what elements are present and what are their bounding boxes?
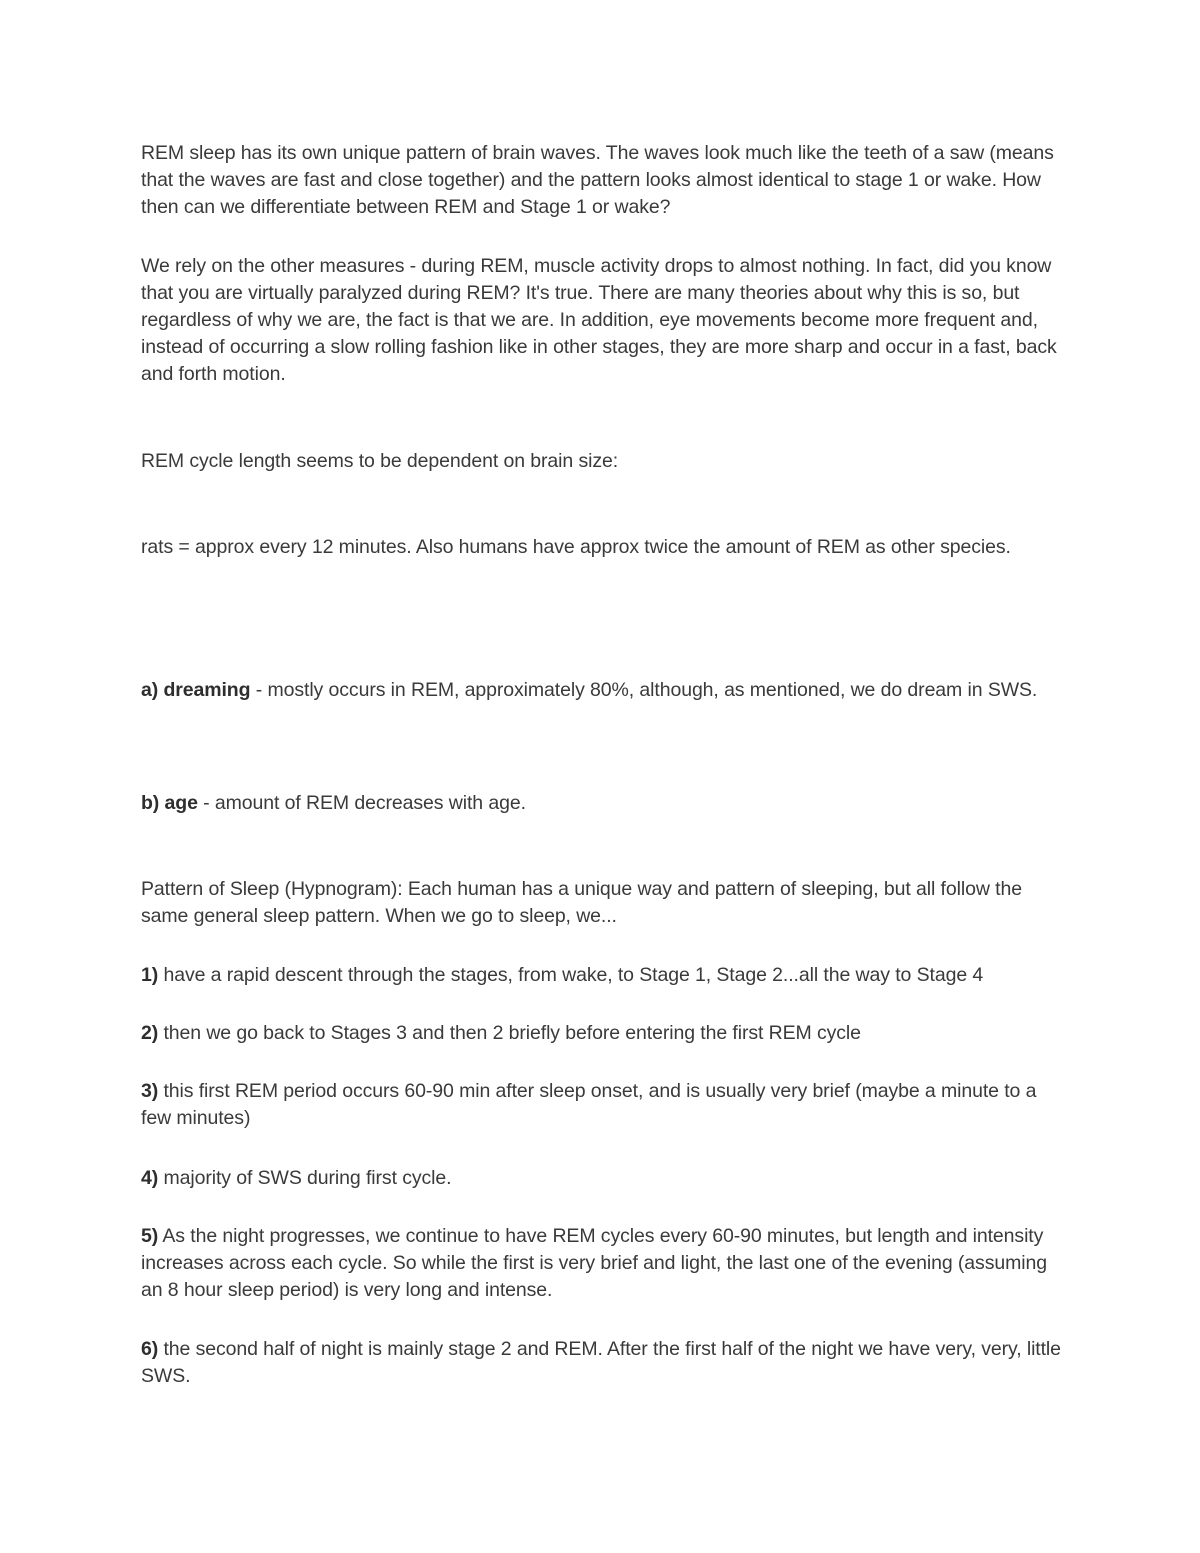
paragraph-text: REM sleep has its own unique pattern of brain waves. The waves look much like the teeth of a saw (means that the waves are fast and close together) and the pattern looks almost identical to stage 1 or wake. How then can we differentiate between REM and Stage 1 or wake? <box>141 142 1054 218</box>
item-text: - mostly occurs in REM, approximately 80%, although, as mentioned, we do dream in SWS. <box>250 679 1038 701</box>
item-dreaming <box>141 677 1071 704</box>
item-text: then we go back to Stages 3 and then 2 briefly before entering the first REM cycle <box>158 1022 861 1044</box>
list-item-6 <box>141 1336 1071 1390</box>
paragraph-rem-cycle-length <box>141 448 1071 475</box>
item-text: the second half of night is mainly stage 2 and REM. After the first half of the night we have very, very, little SWS. <box>141 1338 1061 1387</box>
paragraph-rem-brain-waves <box>141 140 1071 221</box>
item-number: 4) <box>141 1167 159 1189</box>
list-item-1 <box>141 962 1071 989</box>
list-item-4 <box>141 1165 1071 1192</box>
item-number: 5) <box>141 1225 159 1247</box>
paragraph-other-measures <box>141 253 1071 388</box>
paragraph-text: Pattern of Sleep (Hypnogram): Each human has a unique way and pattern of sleeping, but all follow the same general sleep pattern. When we go to sleep, we... <box>141 878 1022 927</box>
item-text: majority of SWS during first cycle. <box>158 1167 452 1189</box>
item-number: 1) <box>141 964 159 986</box>
item-age <box>141 790 1071 817</box>
item-text: this first REM period occurs 60-90 min after sleep onset, and is usually very brief (maybe a minute to a few minutes) <box>141 1080 1037 1129</box>
item-text: - amount of REM decreases with age. <box>197 792 526 814</box>
paragraph-text: rats = approx every 12 minutes. Also humans have approx twice the amount of REM as other species. <box>141 536 1011 558</box>
item-lead: a) dreaming <box>141 679 251 701</box>
list-item-3 <box>141 1078 1071 1132</box>
item-number: 6) <box>141 1338 159 1360</box>
paragraph-text: We rely on the other measures - during REM, muscle activity drops to almost nothing. In fact, did you know that you are virtually paralyzed during REM? It's true. There are many theories about why this is so, but regardless of why we are, the fact is that we are. In addition, eye movements become more frequent and, instead of occurring a slow rolling fashion like in other stages, they are more sharp and occur in a fast, back and forth motion. <box>141 255 1057 385</box>
paragraph-text: REM cycle length seems to be dependent on brain size: <box>141 450 619 472</box>
item-lead: b) age <box>141 792 198 814</box>
item-number: 3) <box>141 1080 159 1102</box>
list-item-5 <box>141 1223 1071 1304</box>
paragraph-rats <box>141 534 1071 561</box>
paragraph-pattern-of-sleep <box>141 876 1071 930</box>
item-number: 2) <box>141 1022 159 1044</box>
item-text: have a rapid descent through the stages, from wake, to Stage 1, Stage 2...all the way to Stage 4 <box>158 964 984 986</box>
item-text: As the night progresses, we continue to have REM cycles every 60-90 minutes, but length and intensity increases across each cycle. So while the first is very brief and light, the last one of the evening (assuming an 8 hour sleep period) is very long and intense. <box>141 1225 1047 1301</box>
list-item-2 <box>141 1020 1071 1047</box>
